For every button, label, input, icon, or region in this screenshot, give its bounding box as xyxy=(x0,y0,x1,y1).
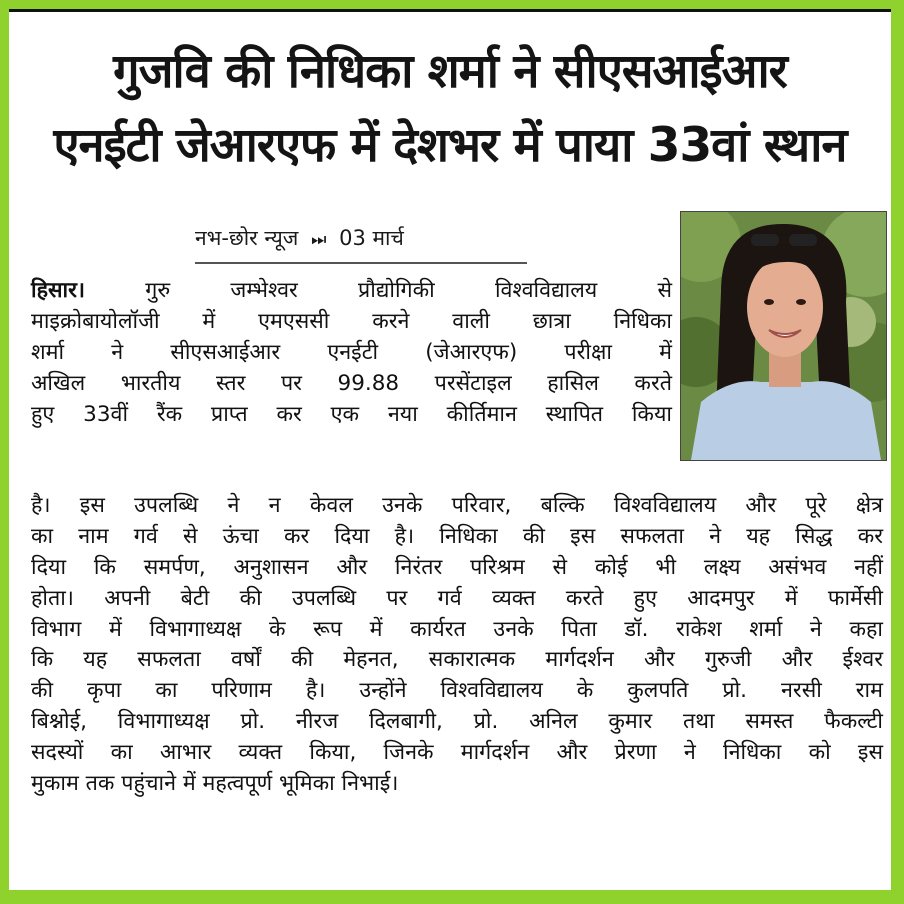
article-line: सदस्यों का आभार व्यक्त किया, जिनके मार्गदर्शन और प्रेरणा ने निधिका को इस xyxy=(31,740,883,766)
article-line: का नाम गर्व से ऊंचा कर दिया है। निधिका की इस सफलता ने यह सिद्ध कर xyxy=(31,523,883,549)
byline-divider xyxy=(195,262,527,264)
article-line: विभाग में विभागाध्यक्ष के रूप में कार्यरत उनके पिता डॉ. राकेश शर्मा ने कहा xyxy=(31,616,883,642)
article-line: की कृपा का परिणाम है। उन्होंने विश्वविद्यालय के कुलपति प्रो. नरसी राम xyxy=(31,678,883,704)
fast-forward-icon: ⏭ xyxy=(311,230,327,250)
byline-date: 03 मार्च xyxy=(339,226,404,250)
article-line: मुकाम तक पहुंचाने में महत्वपूर्ण भूमिका निभाई। xyxy=(31,771,399,797)
student-photo xyxy=(680,211,887,461)
article-line: हिसार। गुरु जम्भेश्वर प्रौद्योगिकी विश्वविद्यालय से xyxy=(31,278,672,303)
dateline-place: हिसार। xyxy=(31,278,86,303)
article-line: अखिल भारतीय स्तर पर 99.88 परसेंटाइल हासिल करते xyxy=(31,370,672,396)
article-line: होता। अपनी बेटी की उपलब्धि पर गर्व व्यक्त करते हुए आदमपुर में फार्मेसी xyxy=(31,585,883,611)
article-body-bottom xyxy=(31,491,883,800)
article-line: माइक्रोबायोलॉजी में एमएससी करने वाली छात्रा निधिका xyxy=(31,308,672,334)
byline-source: नभ-छोर न्यूज xyxy=(195,226,299,250)
headline-line-2: एनईटी जेआरएफ में देशभर में पाया 33वां स्थान xyxy=(53,118,847,173)
article-line: दिया कि समर्पण, अनुशासन और निरंतर परिश्रम से कोई भी लक्ष्य असंभव नहीं xyxy=(31,554,883,580)
article-line: हुए 33वीं रैंक प्राप्त कर एक नया कीर्तिमान स्थापित किया xyxy=(31,401,672,427)
headline-line-1: गुजवि की निधिका शर्मा ने सीएसआईआर xyxy=(113,44,787,99)
byline xyxy=(195,224,404,252)
article-body-top xyxy=(31,276,672,430)
article-line: कि यह सफलता वर्षों की मेहनत, सकारात्मक मार्गदर्शन और गुरुजी और ईश्वर xyxy=(31,647,883,673)
article-line: है। इस उपलब्धि ने न केवल उनके परिवार, बल्कि विश्वविद्यालय और पूरे क्षेत्र xyxy=(31,493,883,518)
news-clipping xyxy=(9,9,891,890)
article-line: बिश्नोई, विभागाध्यक्ष प्रो. नीरज दिलबागी, प्रो. अनिल कुमार तथा समस्त फैकल्टी xyxy=(31,709,883,735)
article-line: शर्मा ने सीएसआईआर एनईटी (जेआरएफ) परीक्षा में xyxy=(31,339,672,365)
portrait-illustration xyxy=(681,212,886,460)
